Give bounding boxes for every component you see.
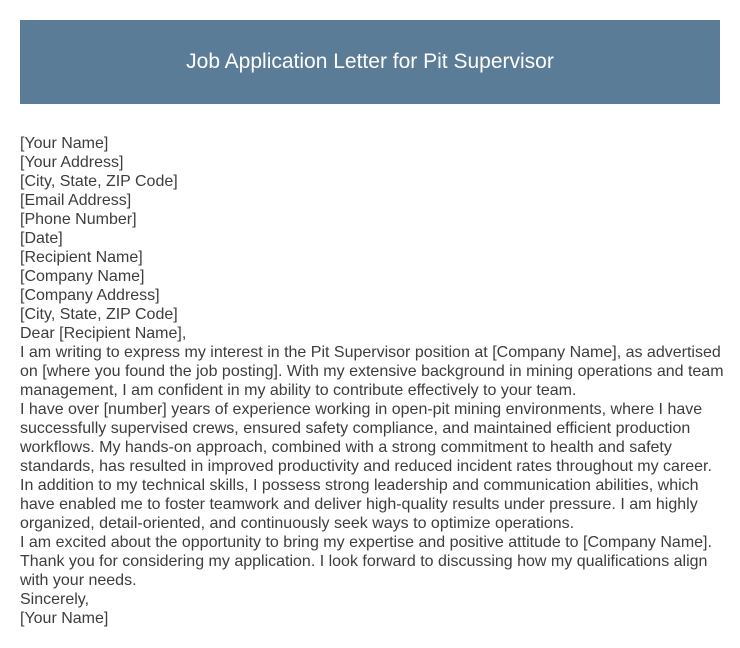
paragraph-experience: I have over [number] years of experience working in open-pit mining environments, where I have successfully supervised crews, ensured safety compliance, and maintained efficient production workflows. My hands-on approach, combined with a strong commitment to health and safety standards, has resulted in improved productivity and reduced incident rates throughout my career. <box>20 401 712 475</box>
paragraph-intro: I am writing to express my interest in the Pit Supervisor position at [Company Name], as advertised on [where you found the job posting]. With my extensive background in mining operations and team management, I am confident in my ability to contribute effectively to your team. <box>20 344 728 399</box>
signature: [Your Name] <box>20 610 109 627</box>
recipient-name: [Recipient Name] <box>20 249 143 266</box>
title-banner <box>20 20 720 104</box>
paragraph-skills: In addition to my technical skills, I possess strong leadership and communication abilities, which have enabled me to foster teamwork and deliver high-quality results under pressure. I am highly organized, detail-oriented, and continuously seek ways to optimize operations. <box>20 477 704 532</box>
sender-name: [Your Name] <box>20 135 109 152</box>
company-city: [City, State, ZIP Code] <box>20 306 178 323</box>
page-title: Job Application Letter for Pit Supervisor <box>186 50 554 73</box>
sender-email: [Email Address] <box>20 192 132 209</box>
letter-body <box>20 134 728 628</box>
sender-city: [City, State, ZIP Code] <box>20 173 178 190</box>
company-address: [Company Address] <box>20 287 160 304</box>
paragraph-thanks: Thank you for considering my application. I look forward to discussing how my qualifications align with your needs. <box>20 553 712 589</box>
letter-date: [Date] <box>20 230 63 247</box>
salutation: Dear [Recipient Name], <box>20 325 187 342</box>
sender-address: [Your Address] <box>20 154 124 171</box>
sender-phone: [Phone Number] <box>20 211 137 228</box>
closing: Sincerely, <box>20 591 90 608</box>
paragraph-excitement: I am excited about the opportunity to bring my expertise and positive attitude to [Company Name]. <box>20 534 712 551</box>
company-name: [Company Name] <box>20 268 145 285</box>
